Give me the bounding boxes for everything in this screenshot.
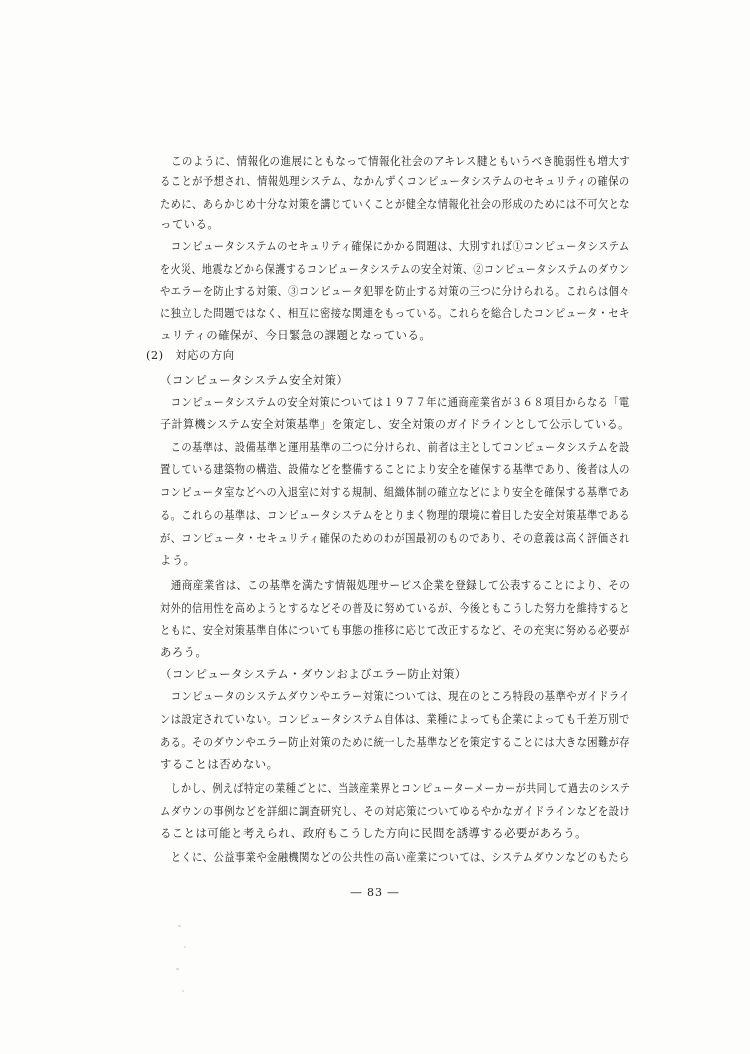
text-line: とくに、公益事業や金融機関などの公共性の高い産業については、システムダウンなどのもたら [160, 850, 630, 864]
text-line: ムダウンの事例などを詳細に調査研究し、その対応策についてゆるやかなガイドラインなどを設け [160, 804, 631, 818]
text-line: 子計算機システム安全対策基準」を策定し、安全対策のガイドラインとして公示している。 [160, 417, 630, 431]
subsection-heading: （コンピュータシステム・ダウンおよびエラー防止対策） [160, 667, 467, 681]
text-line: に独立した問題ではなく、相互に密接な関連をもっている。これらを総合したコンピュータ・セキ [160, 306, 630, 320]
scan-speck [176, 968, 179, 970]
text-line: 対外的信用性を高めようとするなどその普及に努めているが、今後ともこうした努力を維持すると [160, 601, 630, 615]
text-line: が、コンピュータ・セキュリティ確保のためのわが国最初のものであり、その意義は高く評価され [160, 531, 630, 545]
text-line: ることが予想され、情報処理システム、なかんずくコンピュータシステムのセキュリティの確保の [160, 174, 630, 188]
text-line: コンピュータ室などへの入退室に対する規制、組織体制の確立などにより安全を確保する基準であ [160, 485, 630, 499]
section-heading: (2) 対応の方向 [146, 348, 235, 362]
text-line: この基準は、設備基準と運用基準の二つに分けられ、前者は主としてコンピュータシステムを設 [160, 440, 630, 454]
page-number: ― 83 ― [350, 886, 400, 899]
text-line: コンピュータのシステムダウンやエラー対策については、現在のところ特段の基準やガイドライ [160, 689, 630, 703]
text-line: しかし、例えば特定の業種ごとに、当該産業界とコンピューターメーカーが共同して過去のシステ [160, 781, 631, 795]
text-line: コンピュータシステムの安全対策については１９７７年に通商産業省が３６８項目からなる「電 [160, 395, 630, 409]
text-line: よう。 [160, 553, 196, 567]
text-line: することは否めない。 [160, 757, 279, 771]
subsection-heading: （コンピュータシステム安全対策） [160, 373, 349, 387]
text-line: ュリティの確保が、今日緊急の課題となっている。 [160, 328, 432, 342]
text-line: 置している建築物の構造、設備などを整備することにより安全を確保する基準であり、後者は人の [160, 462, 630, 476]
text-line: っている。 [160, 217, 220, 231]
text-line: コンピュータシステムのセキュリティ確保にかかる問題は、大別すれば①コンピュータシステム [160, 239, 630, 253]
text-line: あろう。 [160, 645, 208, 659]
text-line: ンは設定されていない。コンピュータシステム自体は、業種によっても企業によっても千差万別で [160, 712, 630, 726]
scan-speck [184, 946, 186, 948]
text-line: ることは可能と考えられ、政府もこうした方向に民間を誘導する必要があろう。 [160, 826, 587, 840]
scan-speck [178, 925, 181, 927]
text-line: ある。そのダウンやエラー防止対策のために統一した基準などを策定することには大きな困難が存 [160, 735, 630, 749]
text-line: ともに、安全対策基準自体についても事態の推移に応じて改正するなど、その充実に努める必要が [160, 623, 630, 637]
scan-speck [182, 990, 184, 992]
text-line: 通商産業省は、この基準を満たす情報処理サービス企業を登録して公表することにより、その [160, 578, 631, 592]
text-line: る。これらの基準は、コンピュータシステムをとりまく物理的環境に着目した安全対策基準である [160, 508, 630, 522]
text-line: やエラーを防止する対策、③コンピュータ犯罪を防止する対策の三つに分けられる。これらは個々 [160, 284, 630, 298]
text-line: ために、あらかじめ十分な対策を講じていくことが健全な情報化社会の形成のためには不可欠とな [160, 197, 630, 211]
text-line: を火災、地震などから保護するコンピュータシステムの安全対策、②コンピュータシステムのダウン [160, 262, 630, 276]
text-line: このように、情報化の進展にともなって情報化社会のアキレス腱ともいうべき脆弱性も増大す [160, 154, 631, 168]
